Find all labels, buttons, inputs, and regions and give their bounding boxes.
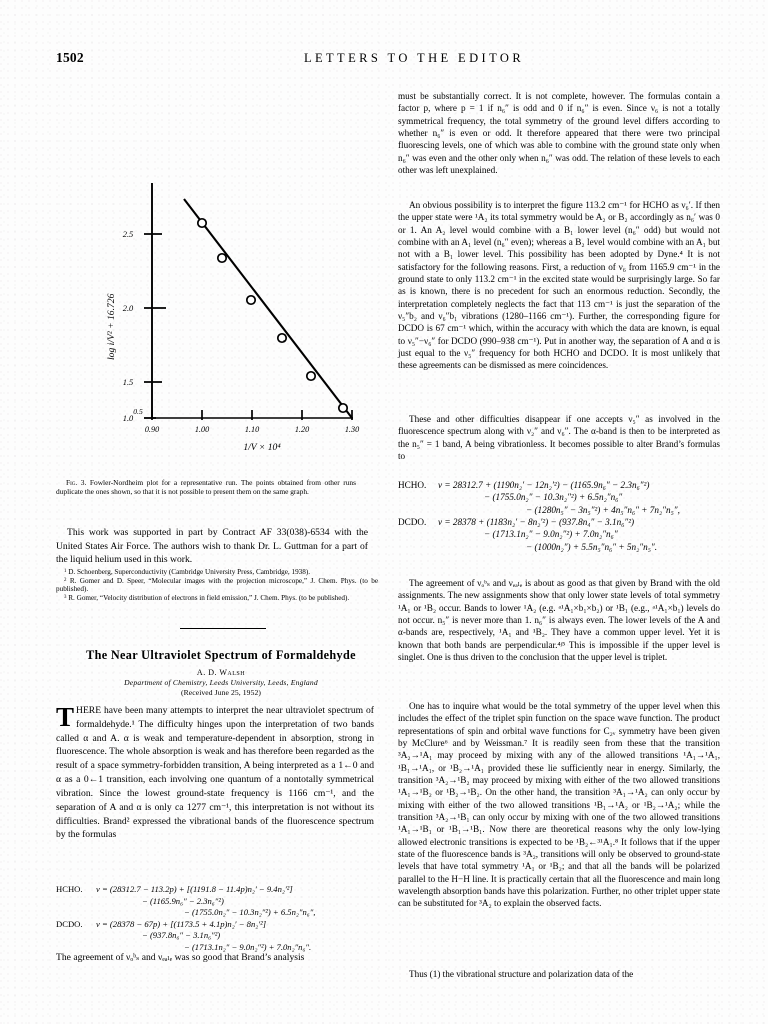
article-affiliation: Department of Chemistry, Leeds University, Leeds, England — [124, 678, 318, 687]
left-column — [56, 88, 386, 497]
data-point — [307, 372, 315, 380]
svg-text:log i/V² + 16.726: log i/V² + 16.726 — [106, 293, 117, 360]
equation-block-right — [398, 479, 724, 553]
figure-caption — [56, 478, 356, 496]
equation-line: − (937.8n₆″ − 3.1n₆″²) — [142, 930, 221, 941]
right-column-para-3 — [398, 413, 720, 462]
equation-line: ν = (28312.7 − 113.2p) + [(1191.8 − 11.4p)n₂′ − 9.4n₂′²] — [96, 884, 293, 894]
svg-text:0.90: 0.90 — [144, 425, 160, 434]
footnote-text: R. Gomer, “Velocity distribution of electrons in field emission,” J. Chem. Phys. (to be published). — [68, 593, 350, 602]
equation-line: − (1713.1n₂″ − 9.0n₂″²) + 7.0n₂″n₆″. — [184, 941, 312, 952]
svg-text:1.20: 1.20 — [294, 425, 310, 434]
equation-row — [398, 528, 724, 540]
equation-row — [56, 919, 386, 931]
opening-word-rest: HERE — [76, 705, 102, 716]
equation-block-left — [56, 884, 386, 953]
x-axis-tick-labels — [145, 425, 359, 434]
y-axis-tick-labels — [123, 230, 143, 423]
equation-row — [398, 541, 724, 553]
data-point — [339, 404, 347, 412]
article-body-left-tail: The agreement of νₒᵇₛ and νₑₐₗₑ was so good that Brand’s analysis — [56, 952, 305, 963]
equation-line: ν = 28378 + (1183n₂′ − 8n₂′²) − (937.8n₄″ − 3.1n₆″²) — [438, 516, 635, 527]
drop-cap: T — [56, 702, 75, 732]
figure-caption-label: Fig. 3. — [66, 478, 87, 487]
figure-caption-text: Fowler-Nordheim plot for a representative run. The points obtained from other runs duplicate the ones shown, so that it is not possible to present them on the same graph. — [56, 478, 356, 497]
paragraph-text: have been many attempts to interpret the near ultraviolet spectrum of formaldehyde.¹ The difficulty hinges upon the interpretation of two bands called α and A. α is weak and temperature-dependent in absorption, strong in fluorescence. The whole absorption is weak and has therefore been regarded as the result of a space symmetry-forbidden transition, A being interpreted as a 1←0 and α as a 0←1 transition, each involving one quantum of a nontotally symmetrical vibration. Since the lowest ground-state frequency is 1166 cm⁻¹, and the separation of A and α is only ca 1277 cm⁻¹, this interpretation is not without its difficulties. Brand² expressed the vibrational bands of the fluorescence spectrum by the formulas — [56, 705, 374, 841]
figure-3 — [56, 88, 386, 497]
equation-line: − (1755.0n₂″ − 10.3n₂″²) + 6.5n₂″n₆″, — [184, 907, 316, 918]
equation-row — [398, 516, 724, 528]
article-received-date: (Received June 25, 1952) — [180, 688, 261, 697]
data-point — [247, 296, 255, 304]
page-number: 1502 — [56, 50, 84, 65]
footnote-item — [56, 568, 378, 577]
footnotes-list — [56, 568, 378, 603]
equation-label: HCHO. — [398, 480, 427, 490]
paragraph-text: must be substantially correct. It is not complete, however. The formulas contain a factor p, where p = 1 if n₆″ is odd and 0 if n₆″ is even. Since ν₆ is not a totally symmetrical frequency, the total symmetry of the ground level differs according to whether n₆″ is even or odd. It therefore appeared that there were two principal fluorescing levels, one of which was able to combine with the ground state only when n₆″ was even and the other only when n₆″ was odd. The relation of these levels to each other was left unexplained. — [398, 91, 720, 175]
data-point — [218, 254, 226, 262]
equation-line: ν = (28378 − 67p) + [(1173.5 + 4.1p)n₂′ − 8n₂′²] — [96, 918, 267, 929]
svg-text:1.10: 1.10 — [244, 425, 260, 434]
equation-line: − (1000n₂″) + 5.5n₅″n₆″ + 5n₂″n₅″. — [526, 541, 658, 552]
fit-line — [184, 199, 352, 418]
paragraph-text: Thus (1) the vibrational structure and polarization data of the — [409, 969, 634, 979]
paragraph-text: An obvious possibility is to interpret the figure 113.2 cm⁻¹ for HCHO as ν₆′. If then the upper state were ¹A₂ its total symmetry would be A₂ or B₂ accordingly as n₆′ was 0 or 1. An A₂ level would combine with a B₁ lower level (n₆″ odd) but would not combine with an A₁ level (n₆″ even); whereas a B₂ level would combine with an A₁ but not with a B₁ lower level. This possibility has been adopted by Dyne.⁴ It is not satisfactory for the following reasons. First, a reduction of ν₆ from 1165.9 cm⁻¹ in the ground state to only 113.2 cm⁻¹ in the excited state would be surprisingly large. So far as is known, there is no precedent for such an enormous reduction. Secondly, the interpretation completely neglects the fact that 113 cm⁻¹ is just the separation of the ν₅″b₂ and ν₆″b₁ vibrations (1280–1166 cm⁻¹). Further, the corresponding figure for DCDO is 67 cm⁻¹ which, within the accuracy with which the data are known, is equal to ν₅″−ν₆″ for DCDO (990–938 cm⁻¹). Put in another way, the separation of A and α is just equal to the ν₅″ frequency for both HCHO and DCDO. It is most unlikely that these agreements can be dismissed as mere coincidences. — [398, 200, 720, 371]
paragraph-text: One has to inquire what would be the total symmetry of the upper level when this includes the effect of the triplet spin function on the space wave function. The product representations of spin and orbital wave functions for C₂ᵥ symmetry have been given by McClure⁶ and by Weissman.⁷ It is readily seen from these that the transition ³A₂→¹A₁ may proceed by mixing with any of the allowed transitions ¹A₁→¹A₁, ¹B₁→¹A₁, or ¹B₂→¹A₁ provided these lie sufficiently near in energy. Similarly, the transition ³A₂→¹B₂ may proceed by mixing with either of the two allowed transitions ¹A₁→¹B₂ or ¹B₂→¹B₂. On the other hand, the transition ³A₁→¹A₂ can only occur by mixing with either of the two allowed transitions ¹B₁→¹A₂ or ¹B₂→¹A₂; while the transition ³A₂→¹B₁ can only occur by mixing with one of the two allowed transitions ¹A₁→¹B₁ or ¹B₁→¹B₁. Now there are theoretical reasons why the only low-lying allowed electronic transitions is expected to be ¹B₂←³¹A₁.⁸ It follows that if the upper state of the fluorescence bands is ³A₂, transitions will only be observed to ground-state levels that have total symmetry ¹A₁ or ¹B₂; and that all the bands will be polarized parallel to the H−H line. It is practically certain that all the fluorescence and main long wavelength absorption bands have this polarization. Further, no other triplet upper state can be substituted for ³A₂ to explain the observed facts. — [398, 701, 720, 909]
footnote-text: D. Schoenberg, Superconductivity (Cambridge University Press, Cambridge, 1938). — [68, 568, 311, 576]
equation-row — [398, 479, 724, 491]
equation-line: − (1713.1n₂″ − 9.0n₂″²) + 7.0n₂″n₆″ — [484, 529, 618, 540]
right-column-para-2 — [398, 199, 720, 372]
svg-text:1.30: 1.30 — [344, 425, 360, 434]
footnote-marker: 2 — [64, 577, 67, 583]
footnote-marker: 1 — [64, 568, 67, 574]
article-header — [56, 648, 386, 697]
footnote-text: R. Gomer and D. Speer, “Molecular images with the projection microscope,” J. Chem. Phys. (to be published). — [56, 576, 379, 594]
equation-line: − (1755.0n₂″ − 10.3n₂″²) + 6.5n₂″n₆″ — [484, 492, 623, 503]
svg-text:1.0: 1.0 — [122, 414, 134, 423]
right-column-para-1 — [398, 90, 720, 176]
equation-label: DCDO. — [398, 516, 427, 527]
page-header — [0, 50, 768, 70]
svg-text:2.0: 2.0 — [122, 304, 134, 313]
equation-row — [56, 930, 386, 942]
equation-row — [398, 504, 724, 516]
article-author: A. D. Walsh — [196, 668, 246, 677]
equation-line: − (1280n₅″ − 3n₅″²) + 4n₅″n₆″ + 7n₂″n₅″, — [526, 504, 680, 515]
equation-line: − (1165.9n₆″ − 2.3n₆″²) — [142, 895, 224, 906]
equation-row — [398, 491, 724, 503]
data-point — [198, 219, 206, 227]
opening-paragraph — [56, 704, 374, 842]
equation-row — [56, 884, 386, 896]
article-body-left — [56, 704, 374, 842]
svg-text:1.00: 1.00 — [194, 425, 210, 434]
equation-label: HCHO. — [56, 884, 83, 894]
footnote-item — [56, 577, 378, 594]
equation-row — [56, 896, 386, 908]
y-axis-ticks — [144, 234, 166, 418]
footnote-marker: 3 — [64, 594, 67, 600]
running-head: LETTERS TO THE EDITOR — [303, 51, 525, 65]
right-column-para-5 — [398, 700, 720, 910]
x-axis-label — [243, 442, 281, 453]
acknowledgment-paragraph: This work was supported in part by Contract AF 33(038)-6534 with the United States Air Force. The authors wish to thank Dr. L. Guttman for a part of the liquid helium used in this work. — [56, 527, 368, 566]
svg-text:1.5: 1.5 — [122, 378, 134, 387]
footnote-item — [56, 594, 378, 603]
right-column-para-6 — [398, 968, 720, 980]
svg-text:2.5: 2.5 — [122, 230, 134, 239]
svg-text:1/V × 10⁴: 1/V × 10⁴ — [243, 442, 281, 453]
section-divider — [180, 628, 266, 629]
paragraph-text: The agreement of νₒᵇₛ and νₑₐₗₑ is about as good as that given by Brand with the old assignments. The new assignments show that only lower state levels of total symmetry ¹A₁ or ¹B₂ occur. Bands to lower ¹A₂ (e.g. ᵃ¹A₁×b₁×b₂) or ¹B₁ (e.g., ᵃ¹A₁×b₁) levels do not occur. n₅″ is never more than 1. n₆″ is always even. The lower levels of the A and α-bands are, respectively, ¹A₁ and ¹B₂. They have a common upper level. Yet it is known that both bands are perpendicular.⁴ʲ⁵ This is impossible if the upper level is singlet. One is thus driven to the conclusion that the upper level is triplet. — [398, 578, 720, 662]
right-column-para-4 — [398, 577, 720, 663]
equation-label: DCDO. — [56, 918, 83, 929]
equation-row — [56, 907, 386, 919]
paragraph-text: These and other difficulties disappear if one accepts ν₅″ as involved in the fluorescence spectrum along with ν₂″ and ν₆″. The α-band is then to be interpreted as the n₅″ = 1 band, A being vibrationless. It becomes possible to alter Brand’s formulas to — [398, 414, 720, 461]
svg-text:0.5: 0.5 — [133, 407, 143, 416]
article-title: The Near Ultraviolet Spectrum of Formaldehyde — [86, 648, 356, 662]
y-axis-label — [106, 293, 117, 360]
equation-line: ν = 28312.7 + (1190n₂′ − 12n₂′²) − (1165.9n₆″ − 2.3n₆″²) — [438, 480, 650, 490]
fowler-nordheim-plot — [56, 88, 386, 466]
